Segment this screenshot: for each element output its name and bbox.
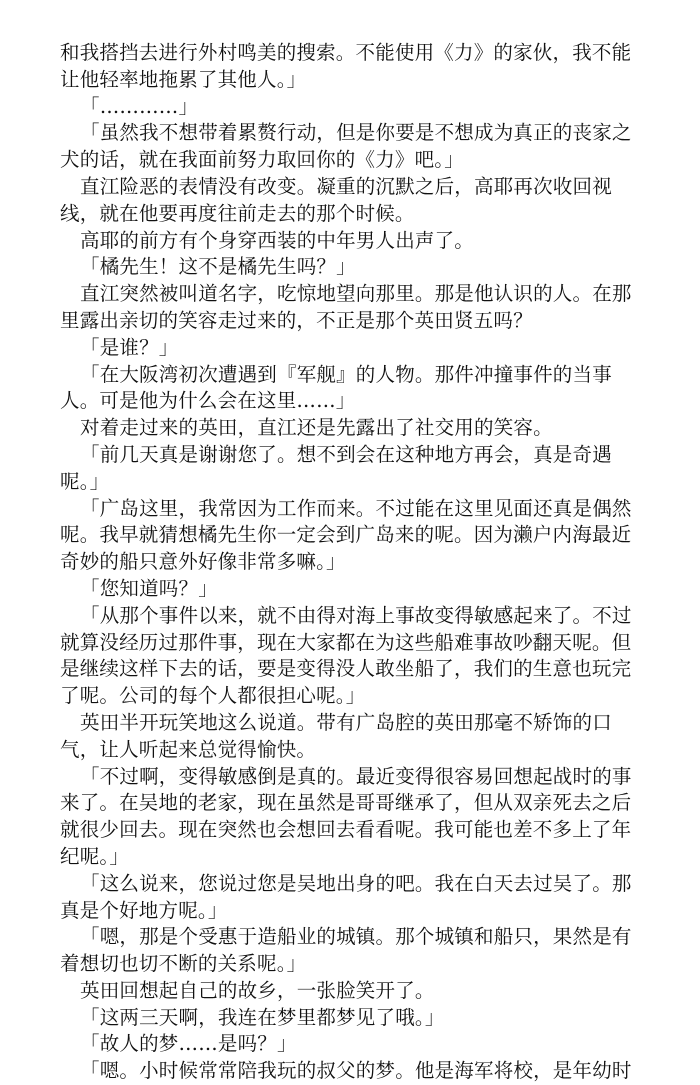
text-line: 「从那个事件以来，就不由得对海上事故变得敏感起来了。不过 — [80, 603, 632, 627]
text-line: 「这么说来，您说过您是吴地出身的吧。我在白天去过吴了。那 — [80, 871, 632, 895]
text-line: 里露出亲切的笑容走过来的，不正是那个英田贤五吗？ — [60, 308, 533, 332]
text-line: 犬的话，就在我面前努力取回你的《力》吧。」 — [60, 148, 464, 172]
text-line: 奇妙的船只意外好像非常多嘛。」 — [60, 550, 346, 574]
text-line: 「嗯，那是个受惠于造船业的城镇。那个城镇和船只，果然是有 — [80, 925, 632, 949]
text-line: 「不过啊，变得敏感倒是真的。最近变得很容易回想起战时的事 — [80, 764, 632, 788]
text-line: 「您知道吗？」 — [80, 576, 218, 600]
text-line: 「故人的梦……是吗？」 — [80, 1032, 297, 1056]
text-line: 呢。我早就猜想橘先生你一定会到广岛来的呢。因为濑户内海最近 — [60, 523, 632, 547]
text-line: 线，就在他要再度往前走去的那个时候。 — [60, 201, 415, 225]
text-line: 就算没经历过那件事，现在大家都在为这些船难事故吵翻天呢。但 — [60, 630, 632, 654]
text-line: 「在大阪湾初次遭遇到『军舰』的人物。那件冲撞事件的当事 — [80, 362, 612, 386]
novel-text-body — [60, 40, 640, 1085]
text-line: 了呢。公司的每个人都很担心呢。」 — [60, 684, 366, 708]
text-line: 对着走过来的英田，直江还是先露出了社交用的笑容。 — [80, 416, 553, 440]
text-line: 英田半开玩笑地这么说道。带有广岛腔的英田那毫不矫饰的口 — [80, 710, 612, 734]
text-line: 是继续这样下去的话，要是变得没人敢坐船了，我们的生意也玩完 — [60, 657, 632, 681]
text-line: 直江突然被叫道名字，吃惊地望向那里。那是他认识的人。在那 — [80, 282, 632, 306]
text-line: 呢。」 — [60, 469, 110, 493]
text-line: 「这两三天啊，我连在梦里都梦见了哦。」 — [80, 1005, 445, 1029]
text-line: 就很少回去。现在突然也会想回去看看呢。我可能也差不多上了年 — [60, 818, 632, 842]
text-line: 「嗯。小时候常常陪我玩的叔父的梦。他是海军将校，是年幼时 — [80, 1059, 632, 1083]
text-line: 着想切也切不断的关系呢。」 — [60, 952, 307, 976]
text-line: 人。可是他为什么会在这里……」 — [60, 389, 356, 413]
text-line: 让他轻率地拖累了其他人。」 — [60, 67, 307, 91]
text-line: 「橘先生！这不是橘先生吗？」 — [80, 255, 356, 279]
text-line: 「广岛这里，我常因为工作而来。不过能在这里见面还真是偶然 — [80, 496, 632, 520]
text-line: 「虽然我不想带着累赘行动，但是你要是不想成为真正的丧家之 — [80, 121, 632, 145]
text-line: 「前几天真是谢谢您了。想不到会在这种地方再会，真是奇遇 — [80, 442, 612, 466]
text-line: 高耶的前方有个身穿西装的中年男人出声了。 — [80, 228, 475, 252]
text-line: 英田回想起自己的故乡，一张脸笑开了。 — [80, 978, 435, 1002]
text-line: 纪呢。」 — [60, 844, 130, 868]
text-line: 「…………」 — [80, 94, 199, 118]
text-line: 和我搭挡去进行外村鸣美的搜索。不能使用《力》的家伙，我不能 — [60, 41, 632, 64]
text-line: 直江险恶的表情没有改变。凝重的沉默之后，高耶再次收回视 — [80, 174, 612, 198]
text-line: 真是个好地方呢。」 — [60, 898, 228, 922]
text-line: 来了。在吴地的老家，现在虽然是哥哥继承了，但从双亲死去之后 — [60, 791, 632, 815]
text-line: 「是谁？」 — [80, 335, 179, 359]
text-line: 气，让人听起来总觉得愉快。 — [60, 737, 317, 761]
